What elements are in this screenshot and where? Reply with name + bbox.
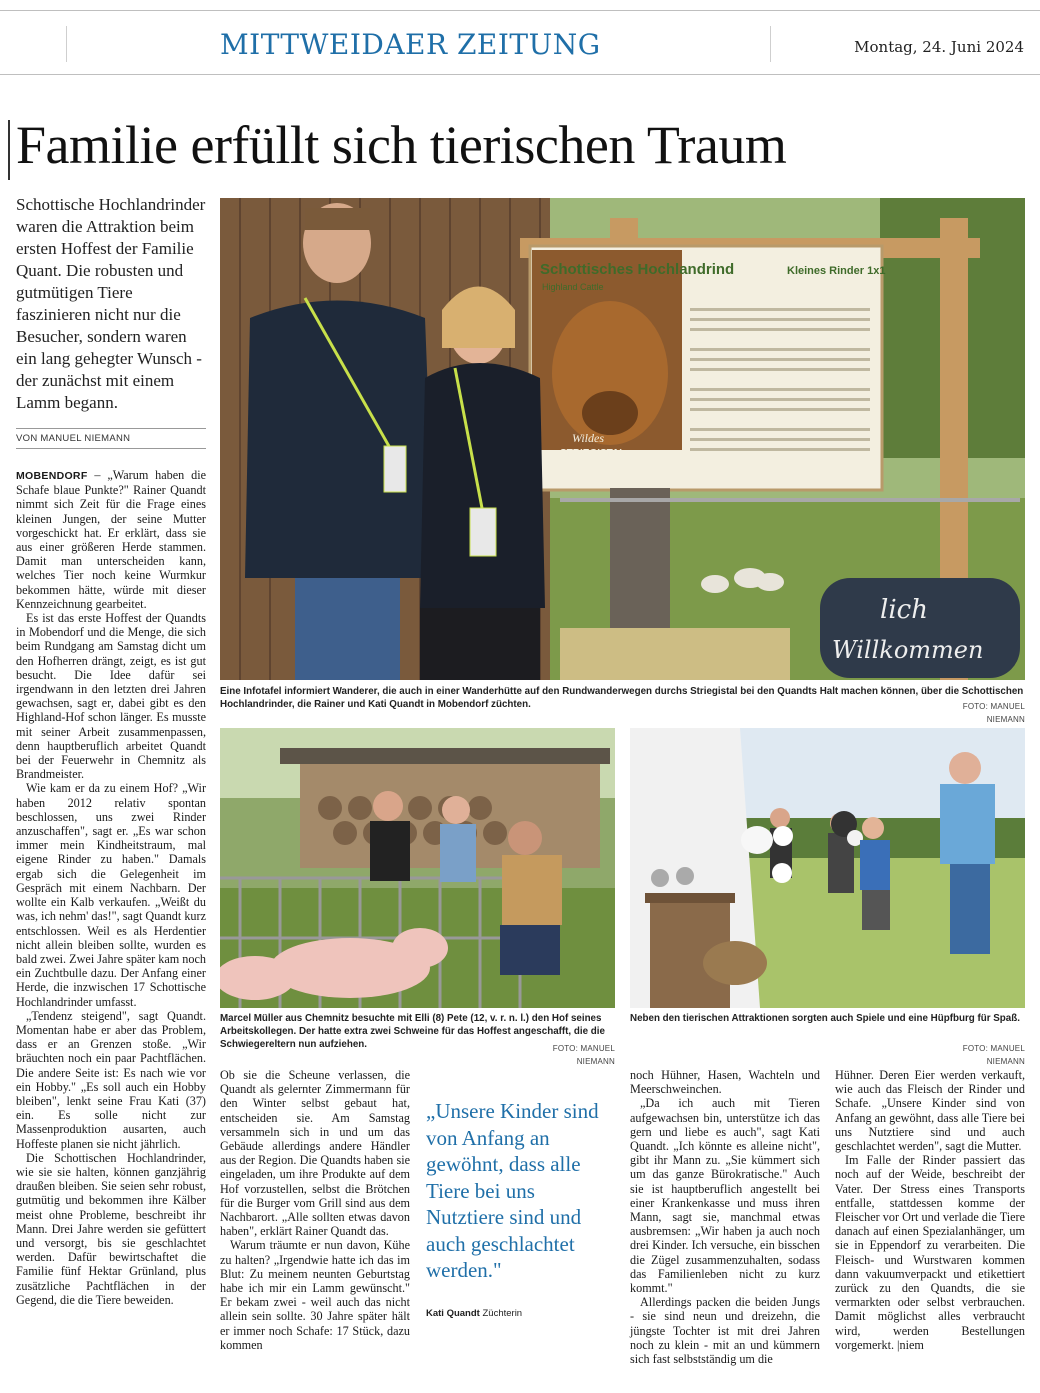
- quote-role: Züchterin: [482, 1308, 523, 1319]
- main-photo-image: [220, 198, 1025, 680]
- masthead-divider: [66, 26, 67, 62]
- sign-logo-striegistal: STRIEGISTAL: [560, 448, 626, 459]
- caption-text: Neben den tierischen Attraktionen sorgten auch Spiele und eine Hüpfburg für Spaß.: [630, 1013, 1020, 1024]
- pull-quote-source: [426, 1308, 522, 1319]
- main-photo: [220, 198, 1025, 680]
- main-photo-caption: [220, 685, 1025, 711]
- headline-accent-rule: [8, 120, 10, 180]
- article-lead: Schottische Hochlandrinder waren die Attraktion beim ersten Hoffest der Familie Quant. Die robusten und gutmütigen Tiere faszinieren nicht nur die Besucher, sondern waren ein lang gehegter Wunsch - der zunächst mit einem Lamm begann.: [16, 195, 206, 412]
- quote-author: Kati Quandt: [426, 1308, 480, 1319]
- caption-text: Eine Infotafel informiert Wanderer, die auch in einer Wanderhütte auf den Rundwanderwegen durchs Striegistal bei den Quandts Halt machen können, über die Schottischen Hochlandrinder, die Rainer und Kati Quandt in Mobendorf züchten.: [220, 686, 1024, 710]
- issue-date: Montag, 24. Juni 2024: [854, 38, 1024, 56]
- article-column-4: [835, 1068, 1025, 1352]
- paragraph: Es ist das erste Hoffest der Quandts in Mobendorf und die Menge, die sich beim Rundgang am Samstag dicht um den Hofherren drängt, zeigt, es ist gut besucht. Die Idee dafür sei irgendwann in den letzten drei Jahren gewachsen, sagt er, dabei gibt es den Highland-Hof schon länger. Es musste mit seiner Arbeit zusammenpassen, denn hauptberuflich arbeitet Quandt bei der Feuerwehr in Chemnitz als Brandmeister.: [16, 611, 206, 782]
- left-photo: [220, 728, 615, 1008]
- masthead-divider: [770, 26, 771, 62]
- photo-credit: FOTO: MANUEL NIEMANN: [962, 1044, 1025, 1066]
- left-photo-image: [220, 728, 615, 1008]
- dateline: MOBENDORF: [16, 470, 88, 482]
- article-column-2: [220, 1068, 410, 1352]
- sign-subtitle: Highland Cattle: [542, 282, 604, 292]
- masthead-bottom-rule: [0, 74, 1040, 75]
- paragraph: „Tendenz steigend", sagt Quandt. Momentan habe er aber das Problem, dass er an Grenzen stoße. „Wir bräuchten noch ein paar Pachtflächen. Die andere Seite ist: Es nach wie vor ein Hobby." „Es soll auch ein Hobby bleiben", lenkt seine Frau Kati (37) ein. Es solle nicht zur Massenproduktion ausarten, auch Hoffeste planen sie nicht jährlich.: [16, 1008, 206, 1151]
- paragraph: noch Hühner, Hasen, Wachteln und Meerschweinchen.: [630, 1068, 820, 1097]
- chalkboard-word-2: Willkommen: [832, 636, 984, 664]
- chalkboard-word-1: lich: [880, 595, 928, 625]
- paragraph: Wie kam er da zu einem Hof? „Wir haben 2012 relativ spontan beschlossen, uns zwei Rinder anzuschaffen", sagt er. „Es war schon immer mein Kindheitstraum, mal eigene Rinder zu haben." Damals ergab sich die Gelegenheit im Gespräch mit einem Nachbarn. Der wollte ein Kalb verkaufen. „Weißt du was, ich nehm' das!", sagt Quandt kurz entschlossen. Weil es als Herdentier nicht allein bleiben sollte, wurden es bald zwei. Zwei Jahre später kam noch ein Zuchtbulle dazu. Der Anfang einer Herde, die inzwischen 17 Schottische Hochlandrinder umfasst.: [16, 781, 206, 1009]
- paragraph: Hühner. Deren Eier werden verkauft, wie auch das Fleisch der Rinder und Schafe. „Unsere Kinder sind von Anfang an gewöhnt, dass alle Tiere bei uns Nutztiere sind und auch geschlachtet werden", sagt die Mutter.: [835, 1068, 1025, 1154]
- paragraph: Warum träumte er nun davon, Kühe zu halten? „Irgendwie hatte ich das im Blut: Zu meinem neunten Geburtstag habe ich mir ein Lamm gewünscht." Er bekam zwei - weil auch das nicht allein sein sollte. 30 Jahre später hält er immer noch Schafe: 17 Stück, dazu kommen: [220, 1238, 410, 1352]
- paragraph: „Da ich auch mit Tieren aufgewachsen bin, unterstütze ich das gern und liebe es auch", sagt Kati Quandt. „Ich könnte es alleine nicht", gibt ihr Mann zu. „Sie kümmert sich um das ganze Bürokratische." Auch sie ist hauptberuflich angestellt bei einer Krankenkasse und muss ihren Mann, sagt sie, manchmal etwas ausbremsen: „Wir haben ja auch noch drei Kinder. Ich versuche, ein bisschen die Zügel zusammenzuhalten, sodass das Familienleben nicht zu kurz kommt.": [630, 1096, 820, 1296]
- paragraph: Die Schottischen Hochlandrinder, wie sie sie halten, können ganzjährig draußen bleiben. Sie seien sehr robust, gutmütig und bekommen ihre Kälber meist ohne Probleme, beschreibt ihr Mann. Drei Jahre werden sie gefüttert und versorgt, bis sie geschlachtet werden. Dafür bewirtschaftet die Familie fünf Hektar Grünland, plus zusätzliche Pachtflächen in der Gegend, die die Tiere beweiden.: [16, 1150, 206, 1307]
- sign-logo-wildes: Wildes: [572, 431, 604, 445]
- paragraph: [16, 468, 206, 611]
- photo-credit: FOTO: MANUEL NIEMANN: [552, 1044, 615, 1066]
- paragraph-text: – „Warum haben die Schafe blaue Punkte?" Rainer Quandt nimmt sich Zeit für die Frage eines kleinen Jungen, der seine Mutter vorgeschickt hat. Er erklärt, dass sie aus einer größeren Herde stammen. Damit man unterscheiden kann, welches Tier noch keine Wurmkur bekommen hätte, würde mit dieser Kennzeichnung gearbeitet.: [16, 468, 207, 611]
- article-column-3: [630, 1068, 820, 1366]
- newspaper-name: MITTWEIDAER ZEITUNG: [220, 28, 601, 61]
- paragraph: Allerdings packen die beiden Jungs - sie sind neun und dreizehn, die jüngste Tochter ist mit drei Jahren noch zu klein - mit an und kümmern sich fast selbstständig um die: [630, 1295, 820, 1367]
- article-byline: VON MANUEL NIEMANN: [16, 428, 206, 449]
- sign-right-title: Kleines Rinder 1x1: [787, 265, 886, 277]
- paragraph: Im Falle der Rinder passiert das noch auf der Weide, beschreibt der Vater. Der Stress eines Transports entfalle, stattdessen komme der Fleischer vor Ort und verlade die Tiere danach auf einen Spezialanhänger, um sie in Eppendorf zu verarbeiten. Die Fleisch- und Wurstwaren kommen dann vakuumverpackt und etikettiert zurück zu den Quandts, die sie vermarkten oder selbst verbrauchen. Damit möglichst alles verbraucht wird, werden Bestellungen vorgemerkt. |niem: [835, 1153, 1025, 1352]
- paragraph: Ob sie die Scheune verlassen, die Quandt als gelernter Zimmermann für den Winter selbst gebaut hat, entscheiden sie. Am Samstag versammeln sich in und um das Gebäude allerdings andere Händler aus der Region. Die Quandts haben sie eingeladen, um ihre Produkte auf dem Hof vorzustellen, selbst die Brötchen für die Burger vom Grill sind aus dem Nachbarort. „Alle sollten etwas davon haben", erklärt Rainer Quandt das.: [220, 1068, 410, 1239]
- photo-credit: FOTO: MANUEL NIEMANN: [962, 702, 1025, 724]
- right-photo: [630, 728, 1025, 1008]
- pull-quote: „Unsere Kinder sind von Anfang an gewöhnt, dass alle Tiere bei uns Nutztiere sind und auch geschlachtet werden.": [426, 1099, 599, 1282]
- caption-text: Marcel Müller aus Chemnitz besuchte mit Elli (8) Pete (12, v. r. n. l.) den Hof seines Arbeitskollegen. Der hatte extra zwei Schweine für das Hoffest angeschafft, die die Schwiegereltern nun aufziehen.: [220, 1013, 605, 1050]
- masthead-top-rule: [0, 10, 1040, 11]
- right-photo-image: [630, 728, 1025, 1008]
- article-column-1: [16, 468, 206, 1307]
- right-photo-caption: [630, 1012, 1025, 1025]
- sign-title: Schottisches Hochlandrind: [540, 261, 735, 278]
- article-headline: Familie erfüllt sich tierischen Traum: [16, 115, 787, 175]
